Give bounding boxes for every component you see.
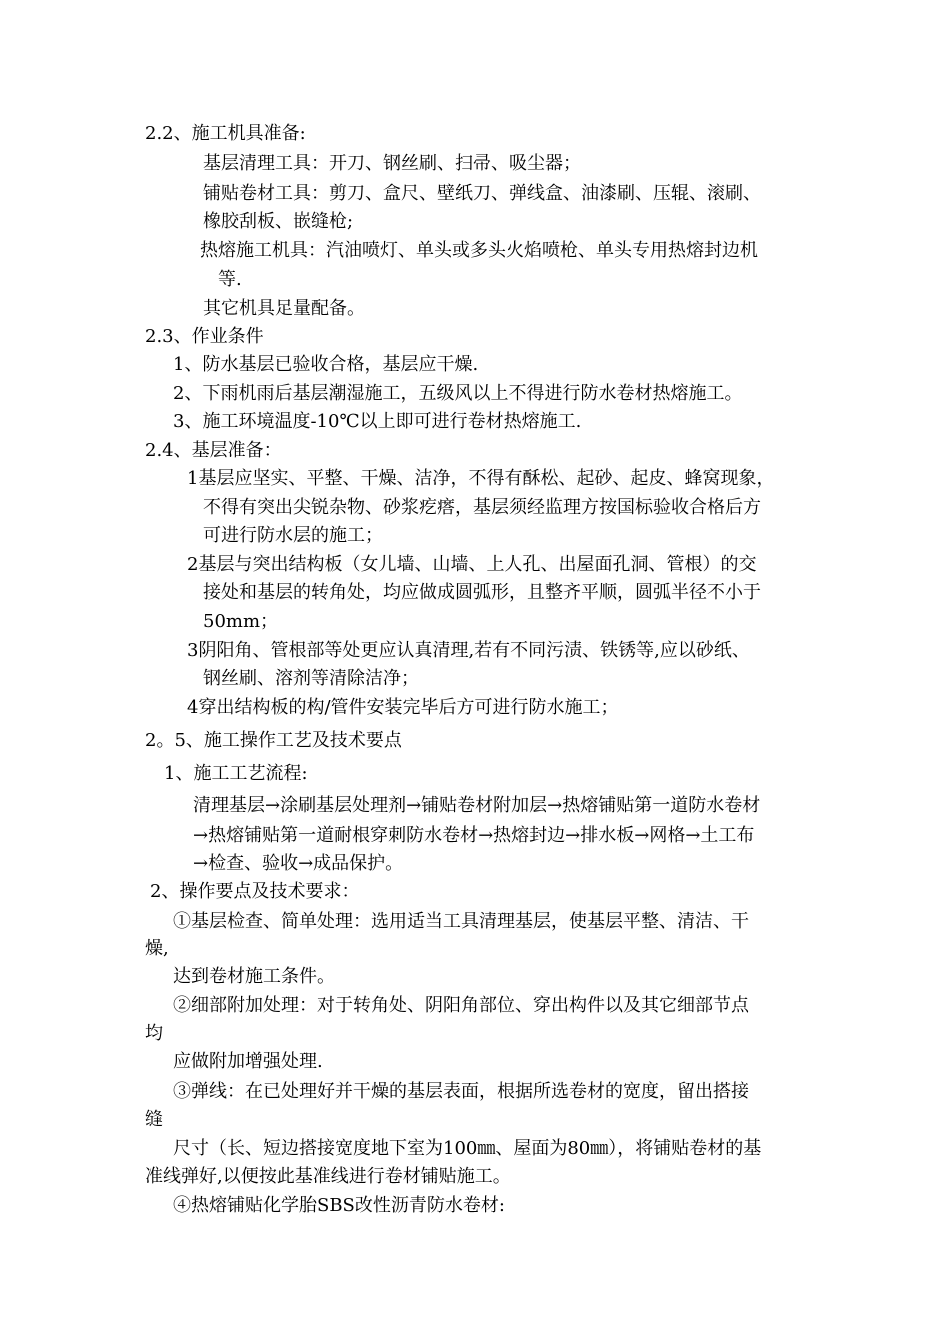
section-heading-2-3: 2.3、作业条件 — [145, 326, 264, 347]
text-line: 基层清理工具：开刀、钢丝刷、扫帚、吸尘器； — [203, 153, 581, 174]
text-line: 不得有突出尖锐杂物、砂浆疙瘩，基层须经监理方按国标验收合格后方 — [203, 497, 761, 518]
text-line: 其它机具足量配备。 — [203, 298, 365, 319]
text-line: 橡胶刮板、嵌缝枪; — [203, 211, 354, 232]
text-line: 50mm； — [203, 611, 279, 632]
text-line: 可进行防水层的施工； — [203, 525, 383, 546]
list-item: 1基层应坚实、平整、干燥、洁净，不得有酥松、起砂、起皮、蜂窝现象， — [187, 468, 775, 489]
text-line: 准线弹好,以便按此基准线进行卷材铺贴施工。 — [145, 1166, 511, 1187]
list-item: ③弹线：在已处理好并干燥的基层表面，根据所选卷材的宽度，留出搭接 — [173, 1081, 749, 1102]
list-item: ①基层检查、简单处理：选用适当工具清理基层，使基层平整、清洁、干 — [173, 911, 749, 932]
list-item: 2基层与突出结构板（女儿墙、山墙、上人孔、出屋面孔洞、管根）的交 — [187, 554, 757, 575]
text-line: 钢丝刷、溶剂等清除洁净； — [203, 668, 419, 689]
text-line: 尺寸（长、短边搭接宽度地下室为100㎜、屋面为80㎜），将铺贴卷材的基 — [173, 1138, 762, 1159]
list-item: 2、下雨机雨后基层潮湿施工，五级风以上不得进行防水卷材热熔施工。 — [173, 383, 743, 404]
list-item: 1、施工工艺流程: — [164, 763, 308, 784]
list-item: 2、操作要点及技术要求： — [150, 881, 360, 902]
text-line: →检查、验收→成品保护。 — [193, 853, 404, 874]
text-line: 燥, — [145, 938, 169, 959]
text-line: 缝 — [145, 1109, 163, 1130]
text-line: →热熔铺贴第一道耐根穿刺防水卷材→热熔封边→排水板→网格→土工布 — [193, 825, 755, 846]
section-heading-2-4: 2.4、基层准备： — [145, 440, 282, 461]
list-item: 3阴阳角、管根部等处更应认真清理,若有不同污渍、铁锈等,应以砂纸、 — [187, 640, 750, 661]
text-line: 接处和基层的转角处，均应做成圆弧形，且整齐平顺，圆弧半径不小于 — [203, 582, 761, 603]
list-item: 3、施工环境温度-10℃以上即可进行卷材热熔施工. — [173, 411, 582, 432]
text-line: 清理基层→涂刷基层处理剂→铺贴卷材附加层→热熔铺贴第一道防水卷材 — [193, 795, 761, 816]
text-line: 达到卷材施工条件。 — [173, 966, 335, 987]
section-heading-2-5: 2。5、施工操作工艺及技术要点 — [145, 730, 402, 751]
list-item: ②细部附加处理：对于转角处、阴阳角部位、穿出构件以及其它细部节点 — [173, 995, 749, 1016]
list-item: 4穿出结构板的构/管件安装完毕后方可进行防水施工； — [187, 697, 619, 718]
list-item: 1、防水基层已验收合格，基层应干燥. — [173, 354, 479, 375]
list-item: ④热熔铺贴化学胎SBS改性沥青防水卷材: — [173, 1195, 505, 1216]
text-line: 均 — [145, 1023, 163, 1044]
section-heading-2-2: 2.2、施工机具准备: — [145, 123, 306, 144]
text-line: 铺贴卷材工具：剪刀、盒尺、壁纸刀、弹线盒、油漆刷、压辊、滚刷、 — [203, 183, 761, 204]
text-line: 应做附加增强处理. — [173, 1051, 323, 1072]
text-line: 热熔施工机具：汽油喷灯、单头或多头火焰喷枪、单头专用热熔封边机 — [200, 240, 758, 261]
text-line: 等. — [218, 269, 242, 290]
